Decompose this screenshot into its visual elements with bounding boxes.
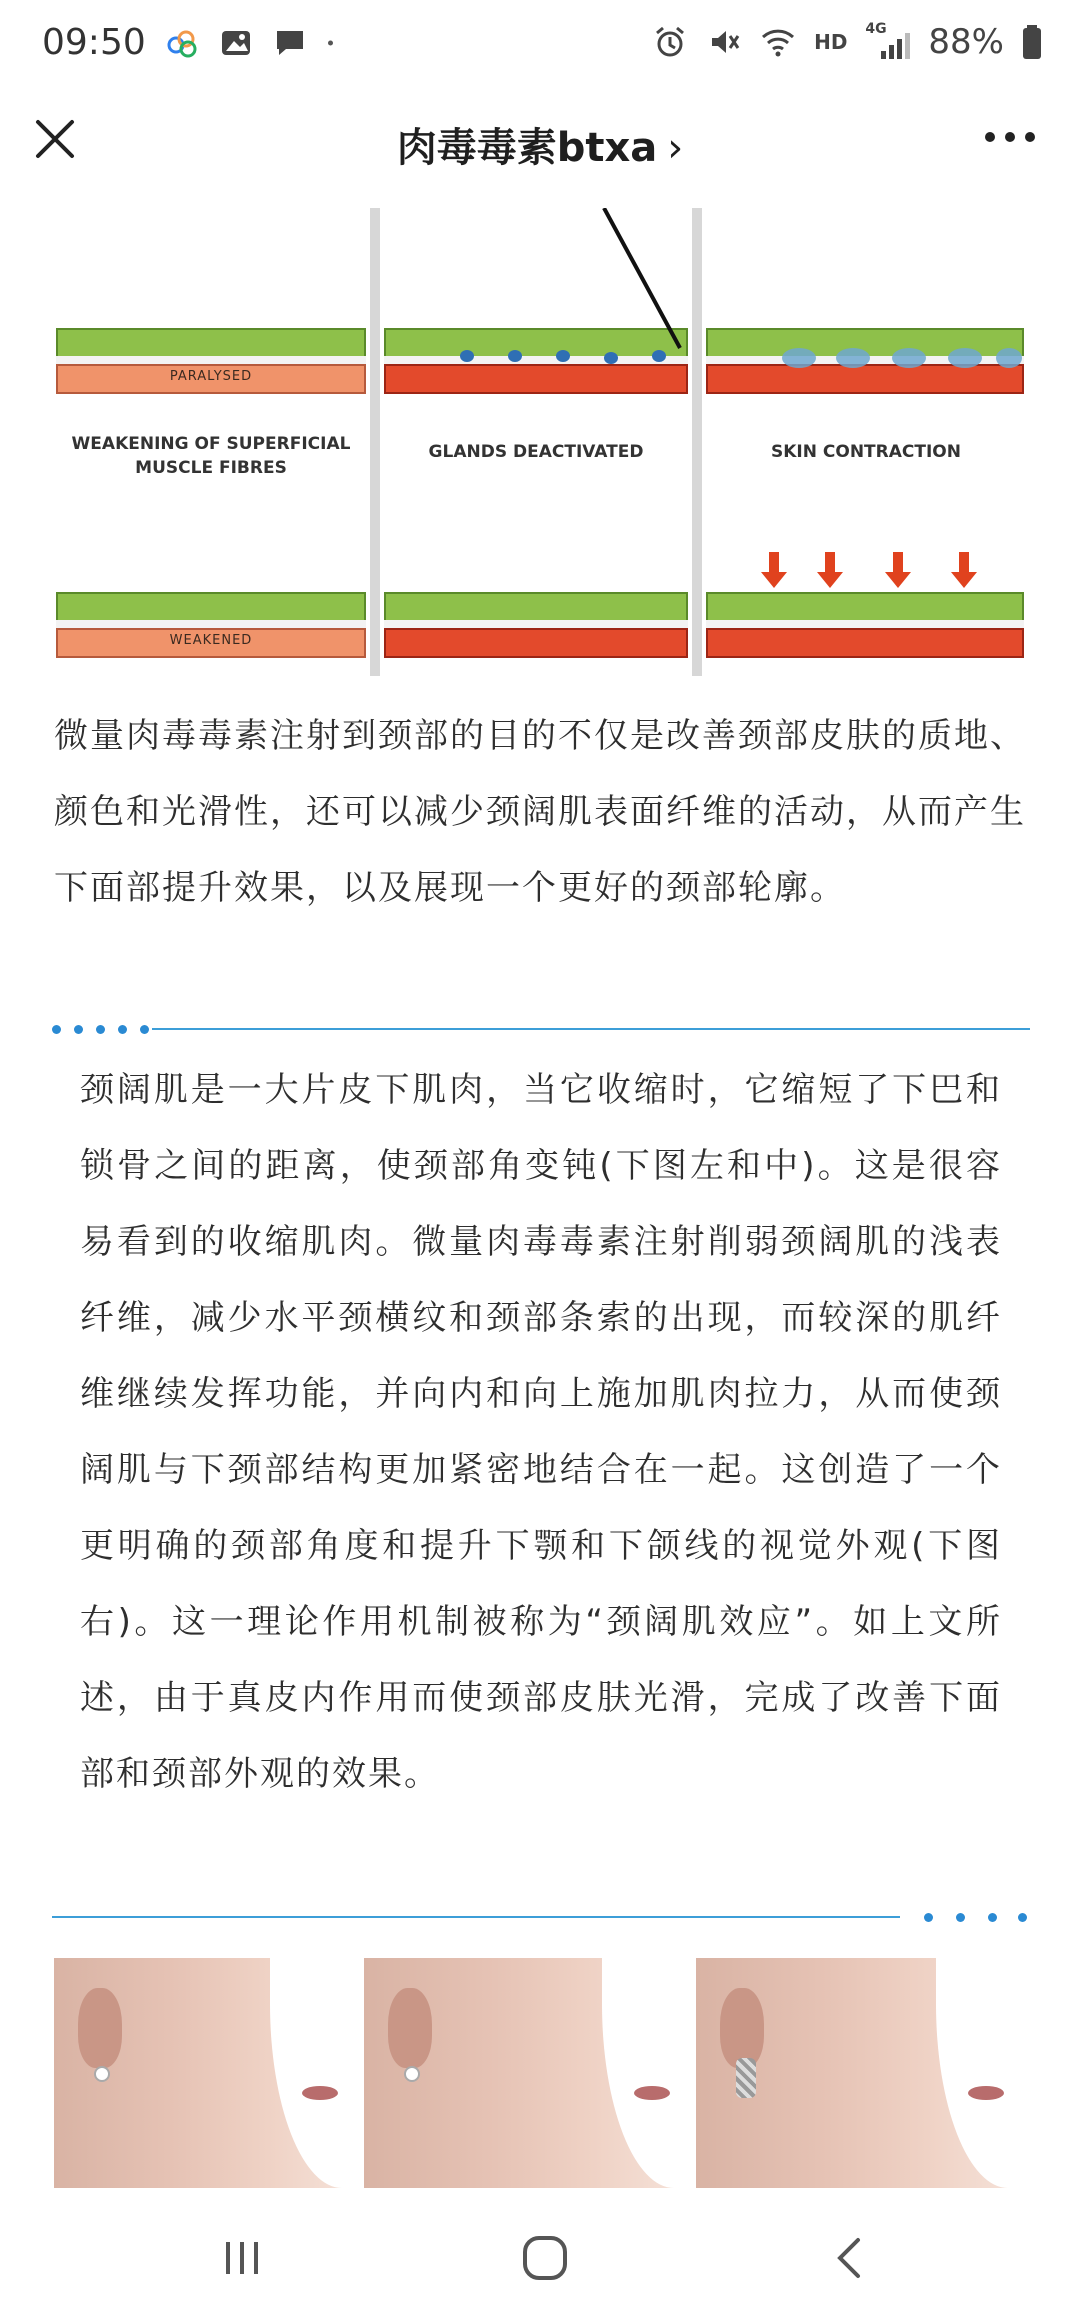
diagram-divider bbox=[370, 208, 380, 676]
diagram-divider bbox=[692, 208, 702, 676]
neck-photo-middle[interactable] bbox=[364, 1958, 692, 2188]
caption-contraction: SKIN CONTRACTION bbox=[771, 442, 961, 462]
section-divider-top bbox=[52, 1022, 1030, 1036]
chat-icon bbox=[272, 25, 308, 61]
dot-icon bbox=[326, 25, 344, 61]
hd-icon: HD bbox=[814, 30, 848, 54]
gland-large bbox=[836, 348, 870, 368]
skin-layer-diagram bbox=[52, 208, 1030, 676]
gland-dot bbox=[508, 350, 522, 362]
status-left bbox=[42, 22, 344, 63]
page-title[interactable] bbox=[0, 116, 1080, 173]
recent-apps-icon[interactable] bbox=[212, 2228, 272, 2288]
chevron-right-icon: › bbox=[667, 125, 684, 171]
wifi-icon bbox=[760, 24, 796, 60]
skin-strip-contracted bbox=[706, 592, 1024, 658]
status-time: 09:50 bbox=[42, 22, 146, 63]
system-nav-bar bbox=[0, 2200, 1080, 2316]
cloud-icon bbox=[164, 25, 200, 61]
gland-dot bbox=[556, 350, 570, 362]
gland-dot bbox=[604, 352, 618, 364]
caption-glands: GLANDS DEACTIVATED bbox=[428, 442, 644, 462]
gland-large bbox=[996, 348, 1022, 368]
home-icon[interactable] bbox=[515, 2228, 575, 2288]
gland-large bbox=[892, 348, 926, 368]
more-options-icon[interactable] bbox=[980, 122, 1040, 152]
battery-percent: 88% bbox=[928, 22, 1004, 62]
needle-icon bbox=[600, 208, 690, 358]
paralysed-label: PARALYSED bbox=[169, 369, 253, 384]
signal-4g-icon bbox=[865, 21, 910, 59]
platysma-paragraph: 颈阔肌是一大片皮下肌肉，当它收缩时，它缩短了下巴和锁骨之间的距离，使颈部角变钝(下图左和中)。这是很容易看到的收缩肌肉。微量肉毒毒素注射削弱颈阔肌的浅表纤维，减少水平颈横纹和颈部条索的出现，而较深的肌纤维继续发挥功能，并向内和向上施加肌肉拉力，从而使颈阔肌与下颈部结构更加紧密地结合在一起。这创造了一个更明确的颈部角度和提升下颚和下颌线的视觉外观(下图右)。这一理论作用机制被称为“颈阔肌效应”。如上文所述，由于真皮内作用而使颈部皮肤光滑，完成了改善下面部和颈部外观的效果。 bbox=[80, 1070, 1002, 1794]
skin-strip-weakened bbox=[56, 592, 366, 658]
weakened-label: WEAKENED bbox=[169, 633, 253, 648]
alarm-icon bbox=[652, 24, 688, 60]
network-label: 4G bbox=[865, 21, 887, 37]
page-title-text: 肉毒毒素btxa bbox=[396, 125, 658, 171]
gland-dot bbox=[652, 350, 666, 362]
skin-strip-glands-result bbox=[384, 592, 688, 658]
neck-photo-before[interactable] bbox=[54, 1958, 360, 2188]
app-header bbox=[0, 92, 1080, 202]
neck-photo-after[interactable] bbox=[696, 1958, 1026, 2188]
status-bar bbox=[0, 0, 1080, 92]
gland-dot bbox=[460, 350, 474, 362]
image-icon bbox=[218, 25, 254, 61]
battery-icon bbox=[1022, 24, 1042, 60]
mute-icon bbox=[706, 24, 742, 60]
gland-large bbox=[948, 348, 982, 368]
section-divider-bottom bbox=[52, 1910, 1030, 1924]
back-icon[interactable] bbox=[820, 2228, 880, 2288]
intro-paragraph: 微量肉毒毒素注射到颈部的目的不仅是改善颈部皮肤的质地、颜色和光滑性，还可以减少颈阔肌表面纤维的活动，从而产生下面部提升效果，以及展现一个更好的颈部轮廓。 bbox=[54, 716, 1026, 908]
caption-weakening: WEAKENING OF SUPERFICIAL MUSCLE FIBRES bbox=[71, 434, 351, 478]
gland-large bbox=[782, 348, 816, 368]
status-right bbox=[652, 22, 1042, 62]
skin-strip-paralysed bbox=[56, 328, 366, 394]
